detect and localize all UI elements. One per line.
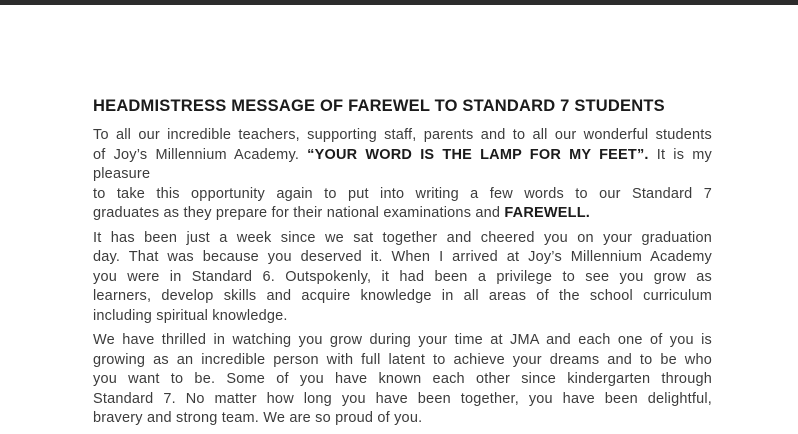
body-text: of Joy’s Millennium Academy.: [93, 146, 308, 163]
body-text: It is my pleasure: [93, 146, 712, 182]
paragraph: [93, 331, 712, 429]
body-text: We have thrilled in watching you grow during your time at JMA and each one of you is: [93, 332, 712, 348]
window-top-bar: [0, 0, 798, 5]
body-text: It has been just a week since we sat together and cheered you on your graduation: [93, 229, 712, 246]
paragraph: [93, 229, 712, 327]
text-line: [93, 390, 712, 410]
text-line: [93, 307, 712, 327]
body-text: you were in Standard 6. Outspokenly, it had been a privilege to see you grow as: [93, 268, 712, 285]
text-line: [93, 248, 712, 268]
text-line: [93, 204, 712, 224]
bold-text: “YOUR WORD IS THE LAMP FOR MY FEET”.: [307, 146, 649, 163]
text-line: [93, 268, 712, 288]
text-line: [93, 409, 712, 429]
body-text: To all our incredible teachers, supporting staff, parents and to all our wonderful students: [93, 127, 712, 143]
document-page: [93, 97, 712, 434]
body-text: graduates as they prepare for their national examinations and: [93, 205, 505, 221]
body-text: Standard 7. No matter how long you have been together, you have been delightful,: [93, 390, 712, 407]
body-text: you want to be. Some of you have known each other since kindergarten through: [93, 371, 712, 387]
bold-text: FAREWELL.: [504, 205, 590, 221]
body-text: growing as an incredible person with full latent to achieve your dreams and to be who: [93, 351, 712, 368]
body-text: including spiritual knowledge.: [93, 307, 288, 324]
body-text: to take this opportunity again to put into writing a few words to our Standard 7: [93, 185, 712, 202]
text-line: [93, 370, 712, 390]
document-title: HEADMISTRESS MESSAGE OF FAREWEL TO STANDARD 7 STUDENTS: [93, 97, 665, 115]
body-text: bravery and strong team. We are so proud of you.: [93, 410, 423, 426]
paragraph: [93, 126, 712, 224]
text-line: [93, 126, 712, 146]
text-line: [93, 229, 712, 249]
text-line: [93, 185, 712, 205]
document-body: [93, 126, 712, 429]
text-line: [93, 146, 712, 185]
body-text: day. That was because you deserved it. When I arrived at Joy’s Millennium Academy: [93, 249, 712, 265]
text-line: [93, 287, 712, 307]
text-line: [93, 351, 712, 371]
body-text: learners, develop skills and acquire knowledge in all areas of the school curriculum: [93, 288, 712, 304]
text-line: [93, 331, 712, 351]
